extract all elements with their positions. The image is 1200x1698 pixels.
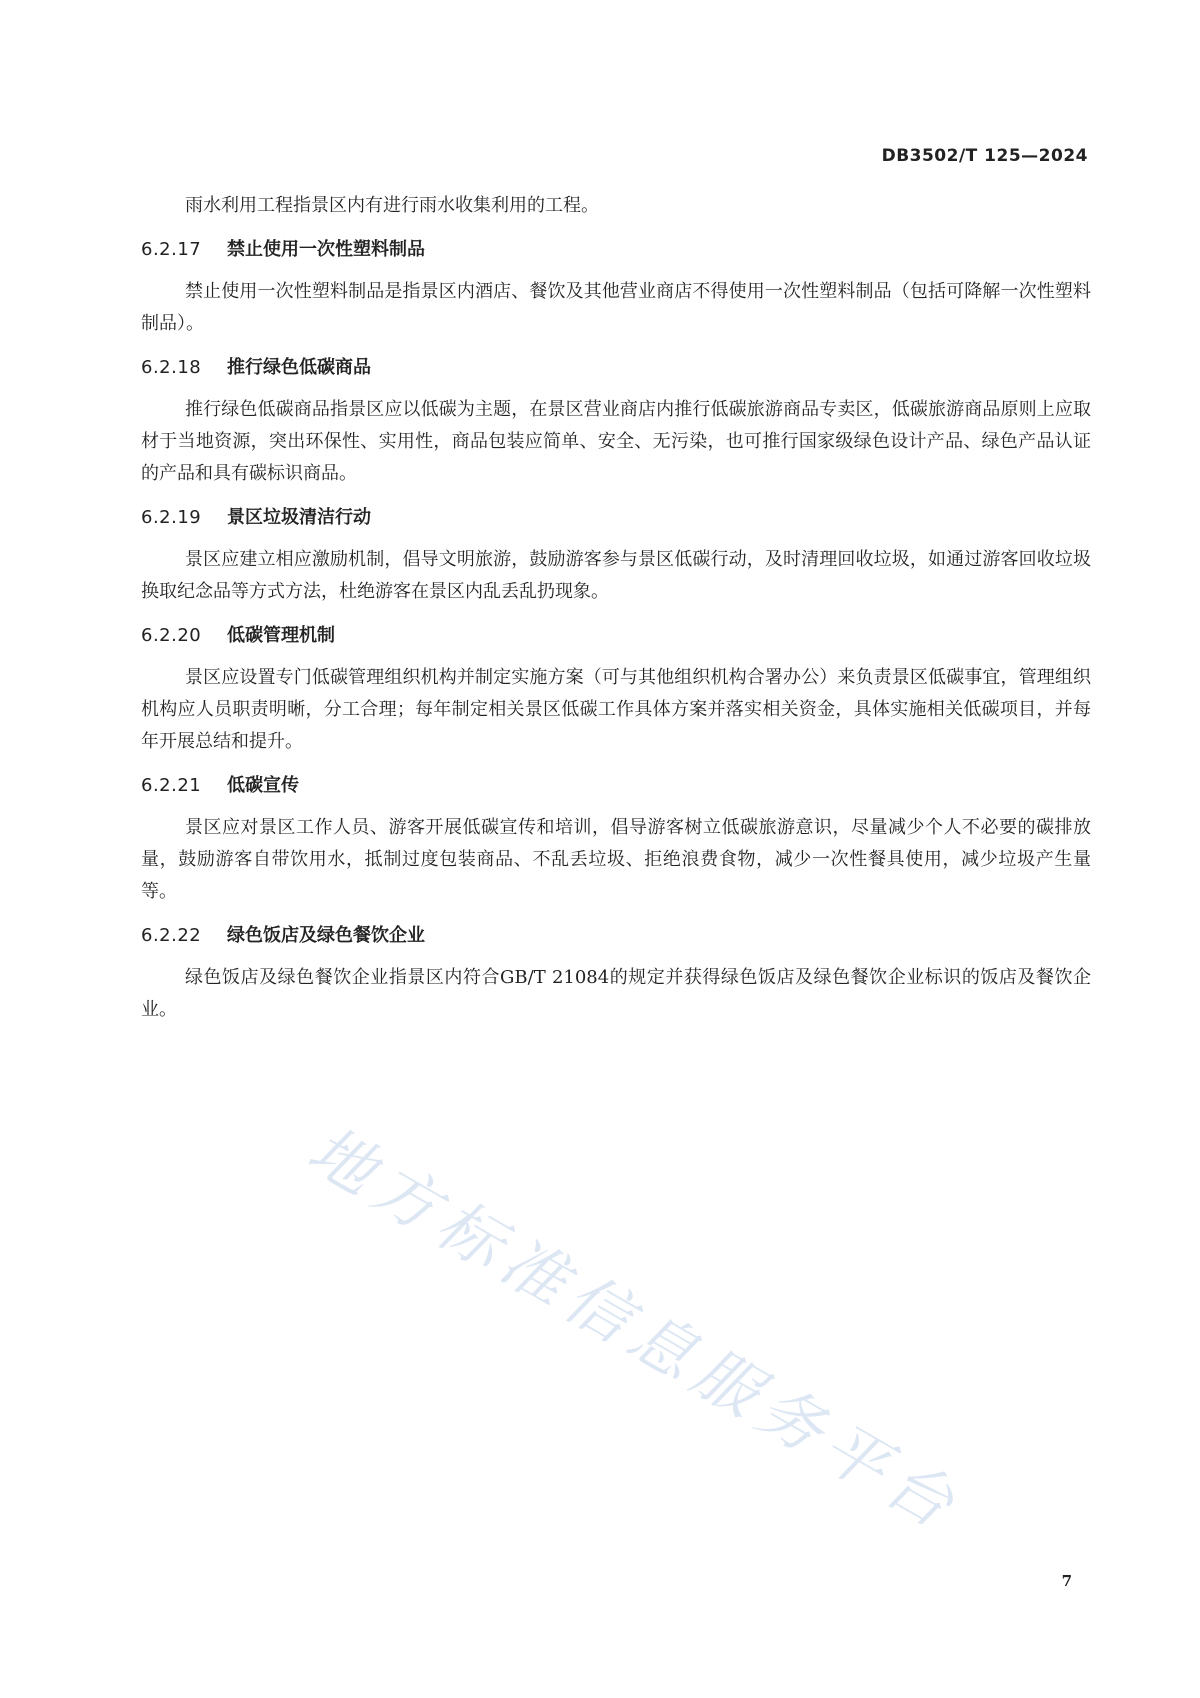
section-number: 6.2.17	[141, 239, 202, 260]
section-heading-6-2-17	[141, 234, 1091, 266]
document-code: DB3502/T 125—2024	[881, 146, 1088, 166]
section-heading-6-2-21	[141, 770, 1091, 802]
section-number: 6.2.20	[141, 625, 202, 646]
section-title: 推行绿色低碳商品	[227, 357, 371, 378]
section-body-6-2-18: 推行绿色低碳商品指景区应以低碳为主题，在景区营业商店内推行低碳旅游商品专卖区，低碳旅游商品原则上应取材于当地资源，突出环保性、实用性，商品包装应简单、安全、无污染，也可推行国家级绿色设计产品、绿色产品认证的产品和具有碳标识商品。	[141, 399, 1091, 484]
document-body	[141, 190, 1091, 1026]
section-heading-6-2-22	[141, 920, 1091, 952]
watermark: 地方标准信息服务平台	[295, 1112, 974, 1548]
section-title: 禁止使用一次性塑料制品	[227, 239, 425, 260]
section-heading-6-2-20	[141, 620, 1091, 652]
section-body-6-2-22: 绿色饭店及绿色餐饮企业指景区内符合GB/T 21084的规定并获得绿色饭店及绿色餐饮企业标识的饭店及餐饮企业。	[141, 967, 1091, 1020]
section-number: 6.2.22	[141, 925, 202, 946]
page-number: 7	[1061, 1572, 1072, 1590]
section-number: 6.2.19	[141, 507, 202, 528]
section-title: 绿色饭店及绿色餐饮企业	[227, 925, 425, 946]
section-title: 低碳管理机制	[227, 625, 335, 646]
section-number: 6.2.21	[141, 775, 202, 796]
intro-paragraph: 雨水利用工程指景区内有进行雨水收集利用的工程。	[185, 195, 599, 216]
section-number: 6.2.18	[141, 357, 202, 378]
section-heading-6-2-19	[141, 502, 1091, 534]
section-body-6-2-17: 禁止使用一次性塑料制品是指景区内酒店、餐饮及其他营业商店不得使用一次性塑料制品（包括可降解一次性塑料制品）。	[141, 281, 1091, 334]
section-body-6-2-19: 景区应建立相应激励机制，倡导文明旅游，鼓励游客参与景区低碳行动，及时清理回收垃圾，如通过游客回收垃圾换取纪念品等方式方法，杜绝游客在景区内乱丢乱扔现象。	[141, 549, 1091, 602]
section-title: 低碳宣传	[227, 775, 299, 796]
section-title: 景区垃圾清洁行动	[227, 507, 371, 528]
section-heading-6-2-18	[141, 352, 1091, 384]
section-body-6-2-21: 景区应对景区工作人员、游客开展低碳宣传和培训，倡导游客树立低碳旅游意识，尽量减少个人不必要的碳排放量，鼓励游客自带饮用水，抵制过度包装商品、不乱丢垃圾、拒绝浪费食物，减少一次性餐具使用，减少垃圾产生量等。	[141, 817, 1091, 902]
section-body-6-2-20: 景区应设置专门低碳管理组织机构并制定实施方案（可与其他组织机构合署办公）来负责景区低碳事宜，管理组织机构应人员职责明晰，分工合理；每年制定相关景区低碳工作具体方案并落实相关资金，具体实施相关低碳项目，并每年开展总结和提升。	[141, 667, 1091, 752]
